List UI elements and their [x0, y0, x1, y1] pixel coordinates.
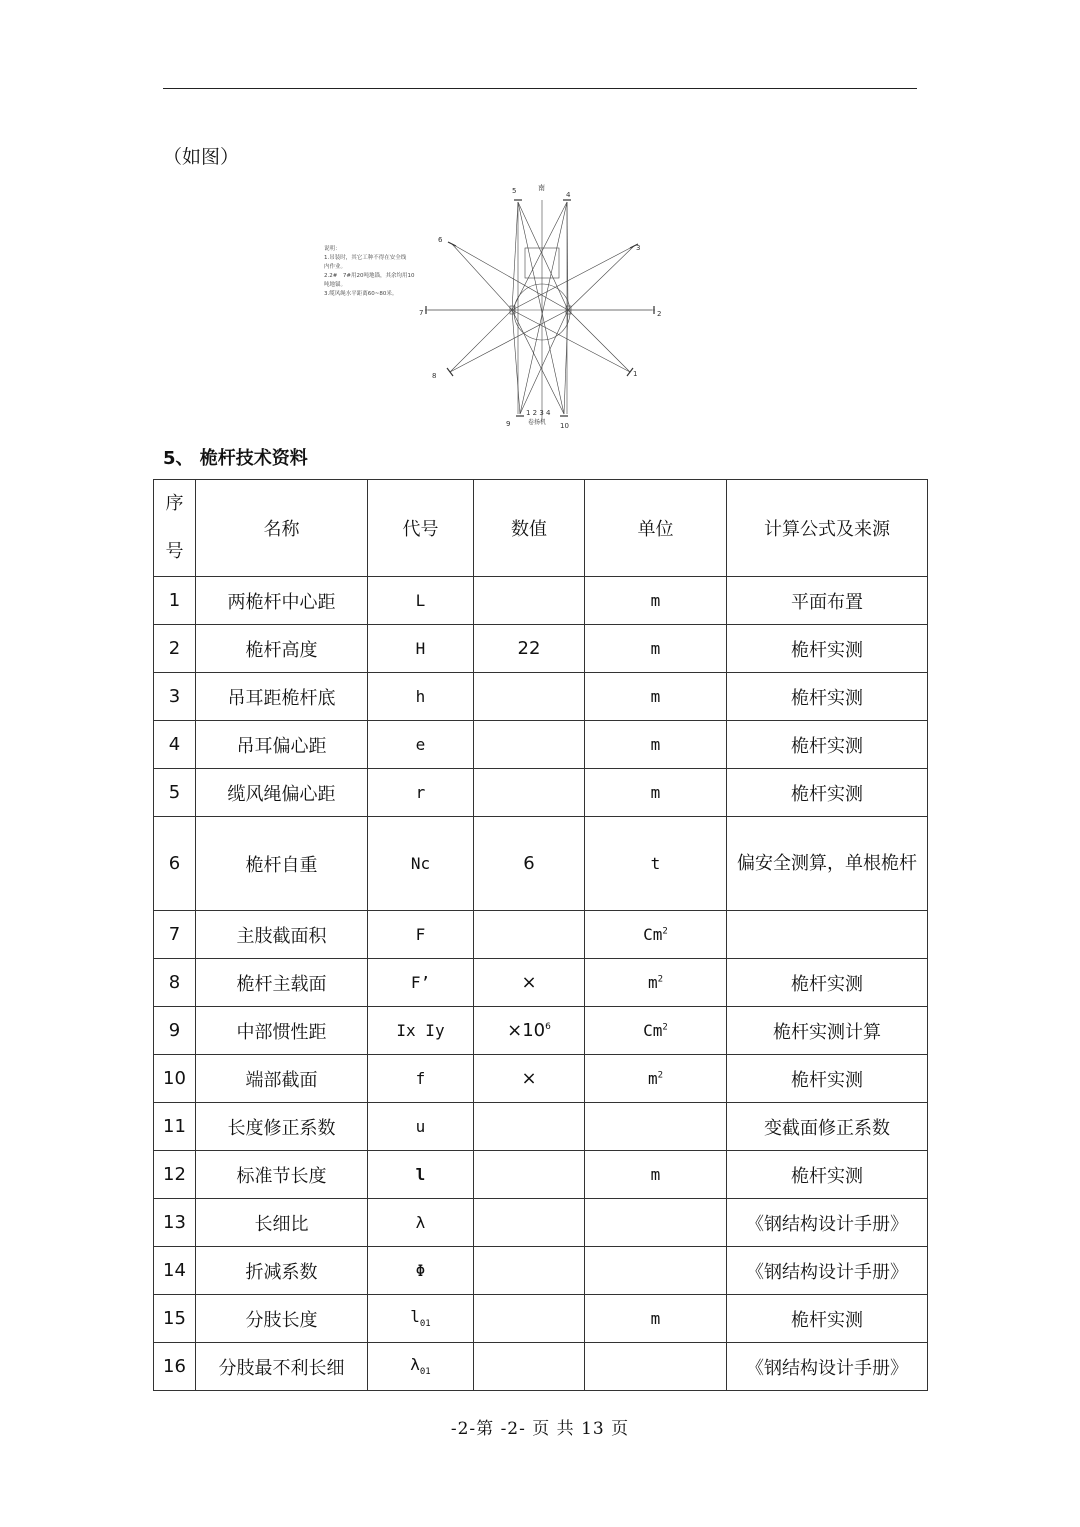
header-rule: [163, 88, 917, 89]
svg-text:内作业。: 内作业。: [324, 264, 347, 270]
section-title: 5、 桅杆技术资料: [163, 448, 308, 469]
table-row: 14 折减系数 Φ 《钢结构设计手册》: [154, 1247, 928, 1295]
table-row: 2 桅杆高度 H 22 m 桅杆实测: [154, 625, 928, 673]
table-row: 9 中部惯性距 Ix Iy $\times 10^6$ Cm$^2$ 桅杆实测计算: [154, 1007, 928, 1055]
winch-label: 卷扬机: [528, 419, 547, 426]
col-header-unit: 单位: [585, 480, 727, 577]
table-row: 10 端部截面 f × $m^2$ 桅杆实测: [154, 1055, 928, 1103]
table-row: 11 长度修正系数 u 变截面修正系数: [154, 1103, 928, 1151]
page-number: -2-第 -2- 页 共 13 页: [450, 1419, 630, 1439]
figure-caption: （如图）: [163, 146, 240, 168]
anchor-label: 3: [636, 244, 641, 252]
anchor-label: 7: [419, 309, 424, 317]
col-header-value: 数值: [474, 480, 585, 577]
diagram-note: [324, 244, 415, 297]
col-header-source: 计算公式及来源: [727, 480, 928, 577]
winch-numbers: 1 2 3 4: [526, 409, 551, 417]
table-row: 3 吊耳距桅杆底 h m 桅杆实测: [154, 673, 928, 721]
table-row: 1 两桅杆中心距 L m 平面布置: [154, 577, 928, 625]
label-south: 南: [538, 184, 545, 192]
mast-spec-table: [153, 479, 928, 1391]
table-row: 15 分肢长度 $l_{01}$ m 桅杆实测: [154, 1295, 928, 1343]
anchor-label: 6: [438, 236, 443, 244]
col-header-index: 序 号: [154, 480, 196, 577]
guy-rope-layout-diagram: [320, 182, 680, 432]
anchor-label: 1: [633, 370, 638, 378]
anchor-label: 4: [566, 191, 571, 199]
table-row: 7 主肢截面积 F Cm$^2$: [154, 911, 928, 959]
anchor-label: 5: [512, 187, 517, 195]
anchor-label: 9: [506, 420, 511, 428]
table-row: 5 缆风绳偏心距 r m 桅杆实测: [154, 769, 928, 817]
svg-text:3.缆风绳水平距离60~80米。: 3.缆风绳水平距离60~80米。: [324, 291, 398, 297]
table-row: 16 分肢最不利长细 $\lambda_{01}$ 《钢结构设计手册》: [154, 1343, 928, 1391]
svg-text:说明：: 说明：: [324, 246, 341, 252]
svg-text:1.吊装时，其它工种不得在安全线: 1.吊装时，其它工种不得在安全线: [324, 255, 407, 261]
svg-text:2.2# 7#用20吨地锚，其余均用10: 2.2# 7#用20吨地锚，其余均用10: [324, 273, 415, 279]
table-row: 6 桅杆自重 Nc 6 t 偏安全测算，单根桅杆: [154, 817, 928, 911]
table-row: 12 标准节长度 l m 桅杆实测: [154, 1151, 928, 1199]
col-header-name: 名称: [196, 480, 368, 577]
col-header-code: 代号: [368, 480, 474, 577]
table-row: 4 吊耳偏心距 e m 桅杆实测: [154, 721, 928, 769]
anchor-label: 10: [560, 422, 569, 430]
svg-text:吨地锚。: 吨地锚。: [324, 282, 347, 288]
anchor-label: 2: [657, 310, 662, 318]
table-header-row: [154, 480, 928, 577]
table-row: 13 长细比 λ 《钢结构设计手册》: [154, 1199, 928, 1247]
anchor-label: 8: [432, 372, 437, 380]
table-row: 8 桅杆主载面 F’ × $m^2$ 桅杆实测: [154, 959, 928, 1007]
